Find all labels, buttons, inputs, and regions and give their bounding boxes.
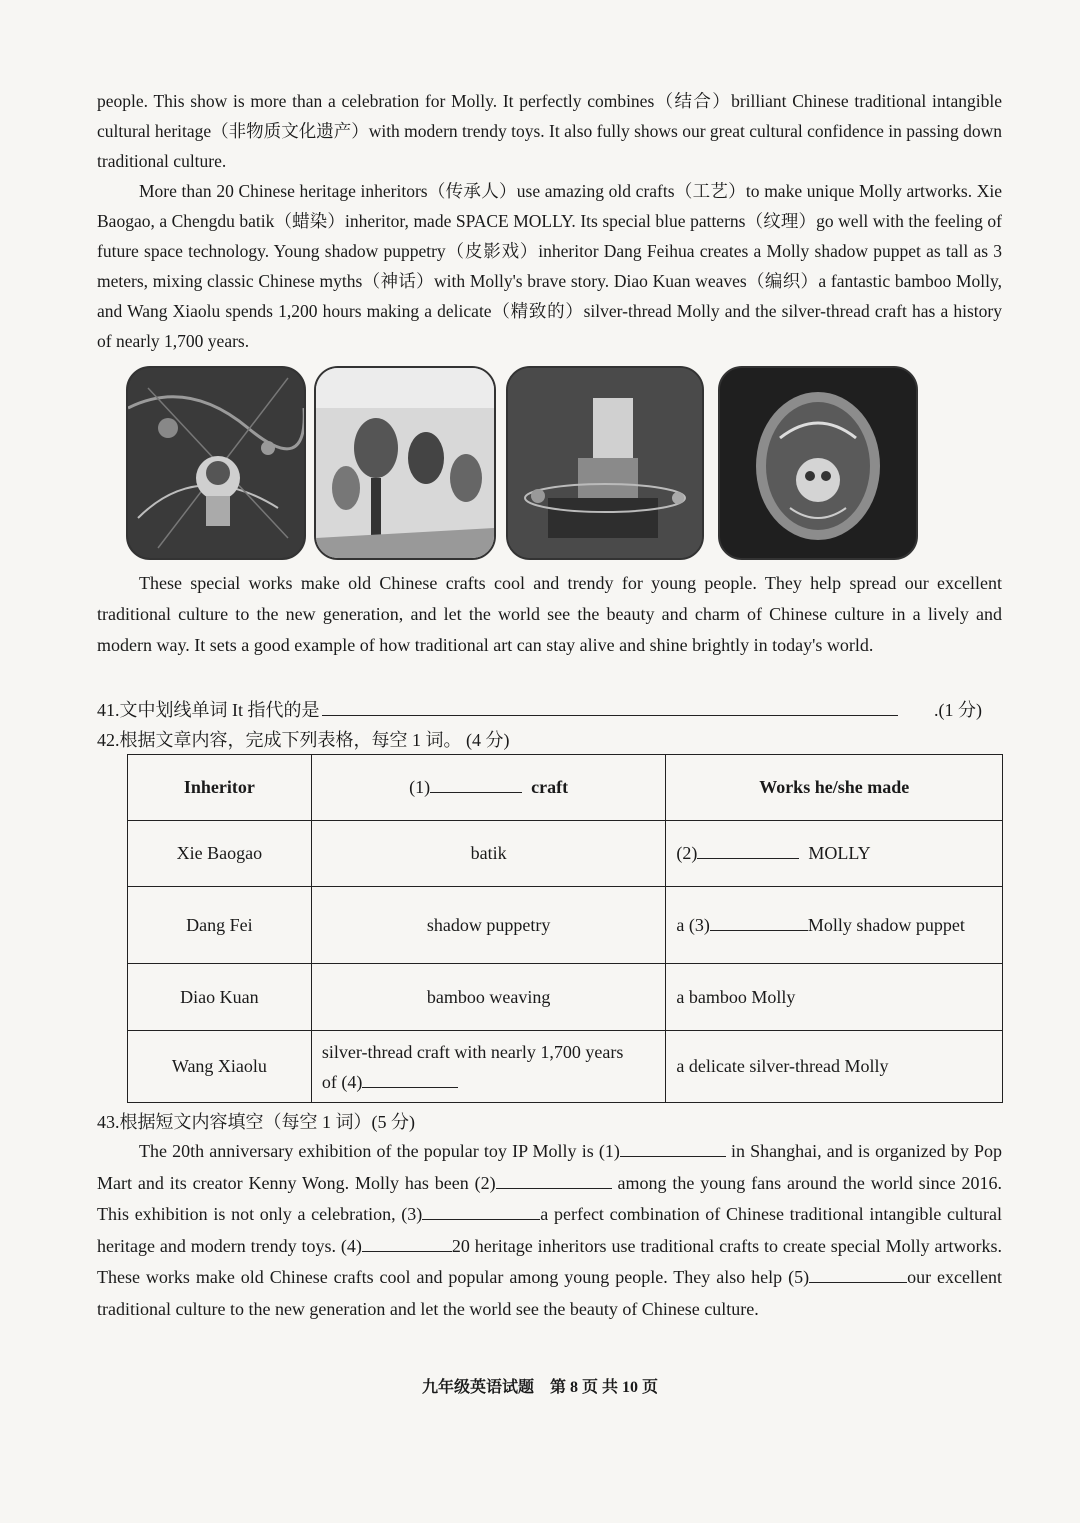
row2-work <box>666 887 1003 964</box>
question-41-answer-blank[interactable] <box>322 699 898 716</box>
row1-inheritor: Xie Baogao <box>128 821 312 887</box>
bamboo-molly-photo <box>506 366 704 560</box>
blank-1-label: (1) <box>409 777 431 797</box>
table-row <box>128 821 1003 887</box>
row1-craft: batik <box>311 821 666 887</box>
question-41-label: 41.文中划线单词 It 指代的是 <box>97 700 320 720</box>
table-header-row <box>128 755 1003 821</box>
q43-sentence-1: The 20th anniversary exhibition of the popular toy IP Molly is (1) <box>139 1141 620 1161</box>
header-works: Works he/she made <box>666 755 1003 821</box>
header-craft <box>311 755 666 821</box>
artwork-photos <box>122 362 922 557</box>
row1-work-text: MOLLY <box>808 843 871 863</box>
row2-inheritor: Dang Fei <box>128 887 312 964</box>
blank-3-label: a (3) <box>676 914 710 935</box>
question-43-passage <box>97 1136 1002 1325</box>
q43-sentence-4: a perfect combination of Chinese traditional intangible cultural heritage and modern trendy toys. (4) <box>97 1204 1002 1256</box>
passage-paragraph-2: More than 20 Chinese heritage inheritors（传承人）use amazing old crafts（工艺）to make unique Molly artworks. Xie Baogao, a Chengdu batik（蜡染）inheritor, made SPACE MOLLY. Its special blue patterns（纹理）go well with the feeling of future space technology. Young shadow puppetry（皮影戏）inheritor Dang Feihua creates a Molly shadow puppet as tall as 3 meters, mixing classic Chinese myths（神话）with Molly's brave story. Diao Kuan weaves（编织）a fantastic bamboo Molly, and Wang Xiaolu spends 1,200 hours making a delicate（精致的）silver-thread Molly and the silver-thread craft has a history of nearly 1,700 years. <box>97 181 1002 351</box>
header-craft-text: craft <box>531 777 569 797</box>
row4-craft-line1: silver-thread craft with nearly 1,700 years <box>321 1041 624 1062</box>
passage-paragraph-1: people. This show is more than a celebration for Molly. It perfectly combines（结合）brilliant Chinese traditional intangible cultural heritage（非物质文化遗产）with modern trendy toys. It also fully shows our great cultural confidence in passing down traditional culture. <box>97 91 1002 171</box>
q43-blank-1[interactable] <box>620 1141 726 1157</box>
row4-work: a delicate silver-thread Molly <box>666 1031 1003 1103</box>
q43-sentence-5: 20 heritage inheritors use traditional crafts to create special Molly artworks. These works make old Chinese crafts cool and popular among young people. They also help (5) <box>97 1235 1002 1287</box>
silver-thread-molly-photo <box>718 366 918 560</box>
question-42-label: 42.根据文章内容，完成下列表格，每空 1 词。 (4 分) <box>97 730 510 750</box>
q43-blank-5[interactable] <box>809 1267 907 1283</box>
blank-3[interactable] <box>710 916 808 931</box>
blank-2-label: (2) <box>676 843 698 863</box>
table-row <box>128 887 1003 964</box>
row4-inheritor: Wang Xiaolu <box>128 1031 312 1103</box>
q43-sentence-6: our excellent traditional culture to the new generation and let the world see the beauty of Chinese culture. <box>97 1267 1002 1319</box>
table-row <box>128 964 1003 1031</box>
q43-sentence-2: in Shanghai, and is organized by Pop Mart and its creator Kenny Wong. Molly has been (2) <box>97 1141 1003 1193</box>
q43-sentence-3: among the young fans around the world since 2016. This exhibition is not only a celebration, (3) <box>97 1172 1003 1224</box>
question-43-label: 43.根据短文内容填空（每空 1 词）(5 分) <box>97 1112 415 1132</box>
question-42-table <box>127 754 1003 1103</box>
row1-work <box>666 821 1003 887</box>
q43-blank-2[interactable] <box>496 1173 612 1189</box>
question-41 <box>97 696 982 722</box>
row2-work-text: Molly shadow puppet <box>807 914 965 935</box>
row3-inheritor: Diao Kuan <box>128 964 312 1031</box>
page-footer: 九年级英语试题 第 8 页 共 10 页 <box>421 1379 658 1396</box>
row4-craft <box>311 1031 666 1103</box>
blank-2[interactable] <box>697 844 799 859</box>
question-41-score: .(1 分) <box>934 700 982 720</box>
blank-4[interactable] <box>362 1073 458 1088</box>
blank-4-label: of (4) <box>321 1071 363 1092</box>
q43-blank-4[interactable] <box>362 1236 452 1252</box>
row3-craft: bamboo weaving <box>311 964 666 1031</box>
blank-1[interactable] <box>430 778 522 793</box>
row3-work: a bamboo Molly <box>666 964 1003 1031</box>
shadow-puppet-photo <box>314 366 496 560</box>
row2-craft: shadow puppetry <box>311 887 666 964</box>
passage-paragraph-3: These special works make old Chinese crafts cool and trendy for young people. They help spread our excellent traditional culture to the new generation, and let the world see the beauty and charm of Chinese culture in a lively and modern way. It sets a good example of how traditional art can stay alive and shine brightly in today's world. <box>97 573 1002 655</box>
table-row <box>128 1031 1003 1103</box>
q43-blank-3[interactable] <box>422 1204 540 1220</box>
space-molly-batik-photo <box>126 366 306 560</box>
header-inheritor: Inheritor <box>128 755 312 821</box>
